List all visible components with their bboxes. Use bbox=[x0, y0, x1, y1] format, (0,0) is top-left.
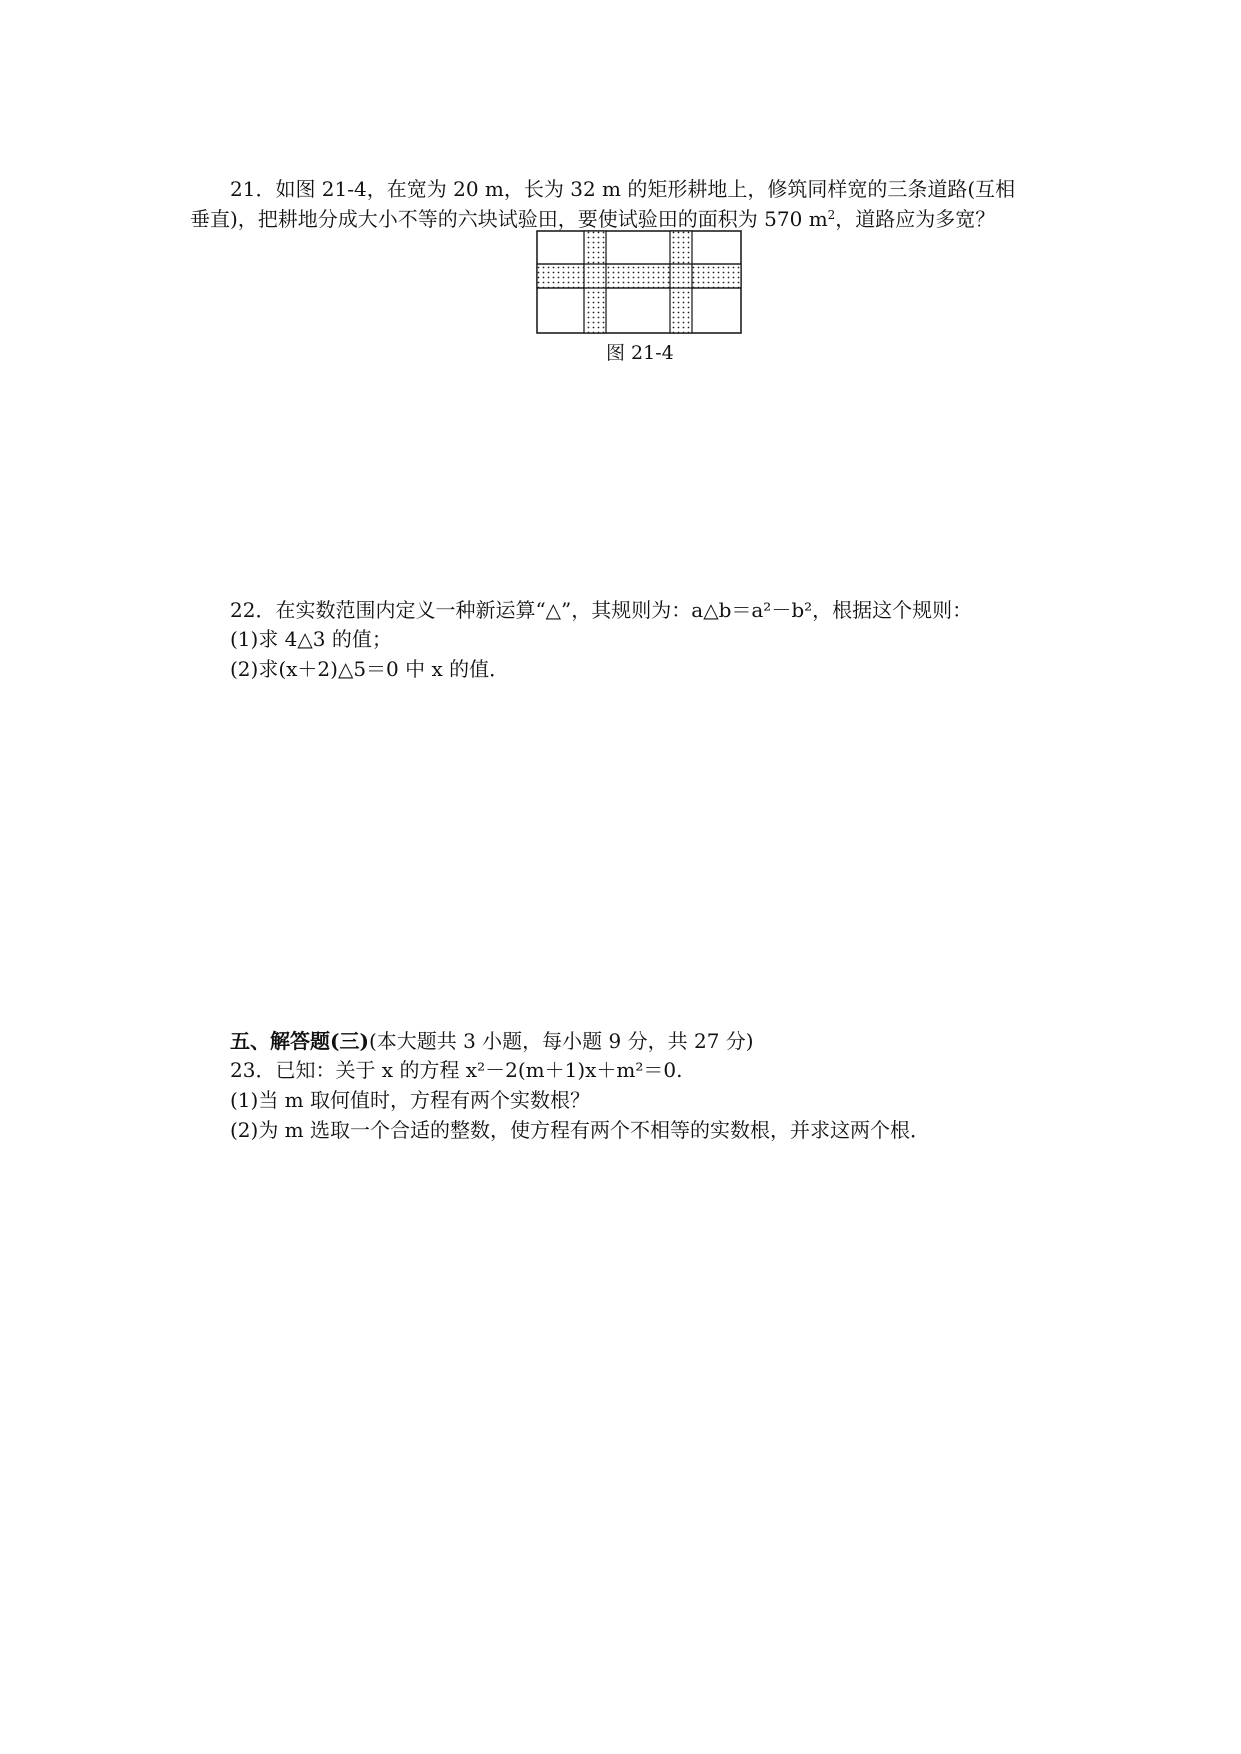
section-heading bbox=[230, 1028, 754, 1054]
q22-part2: (2)求(x＋2)△5＝0 中 x 的值． bbox=[230, 657, 510, 681]
q23-part2: (2)为 m 选取一个合适的整数，使方程有两个不相等的实数根，并求这两个根． bbox=[230, 1118, 931, 1142]
q21-area-superscript: 2 bbox=[827, 208, 836, 222]
q22-rule: a△b＝a²－b² bbox=[691, 598, 813, 622]
q23-intro: 23．已知：关于 x 的方程 x²－2(m＋1)x＋m²＝0. bbox=[230, 1058, 683, 1082]
vertical-road-right bbox=[670, 231, 692, 333]
q22-intro bbox=[230, 597, 972, 623]
q22-intro-text: 22．在实数范围内定义一种新运算“△”，其规则为： bbox=[230, 598, 692, 622]
horizontal-road bbox=[537, 264, 741, 288]
section-note: (本大题共 3 小题，每小题 9 分，共 27 分) bbox=[368, 1029, 754, 1053]
q21-line2 bbox=[190, 206, 995, 232]
q23-part1: (1)当 m 取何值时，方程有两个实数根？ bbox=[230, 1088, 591, 1112]
q21-line2-text: 垂直)，把耕地分成大小不等的六块试验田，要使试验田的面积为 570 m bbox=[190, 207, 828, 231]
section-title: 五、解答题(三) bbox=[230, 1029, 369, 1053]
q21-line1: 21．如图 21-4，在宽为 20 m，长为 32 m 的矩形耕地上，修筑同样宽的三条道路(互相 bbox=[230, 177, 1016, 201]
vertical-road-left bbox=[584, 231, 606, 333]
q21-line2-tail: ，道路应为多宽？ bbox=[835, 207, 996, 231]
farmland-road-figure bbox=[536, 230, 742, 334]
figure-caption: 图 21-4 bbox=[606, 342, 674, 364]
q22-part1: (1)求 4△3 的值； bbox=[230, 627, 392, 651]
q22-intro-tail: ，根据这个规则： bbox=[812, 598, 973, 622]
